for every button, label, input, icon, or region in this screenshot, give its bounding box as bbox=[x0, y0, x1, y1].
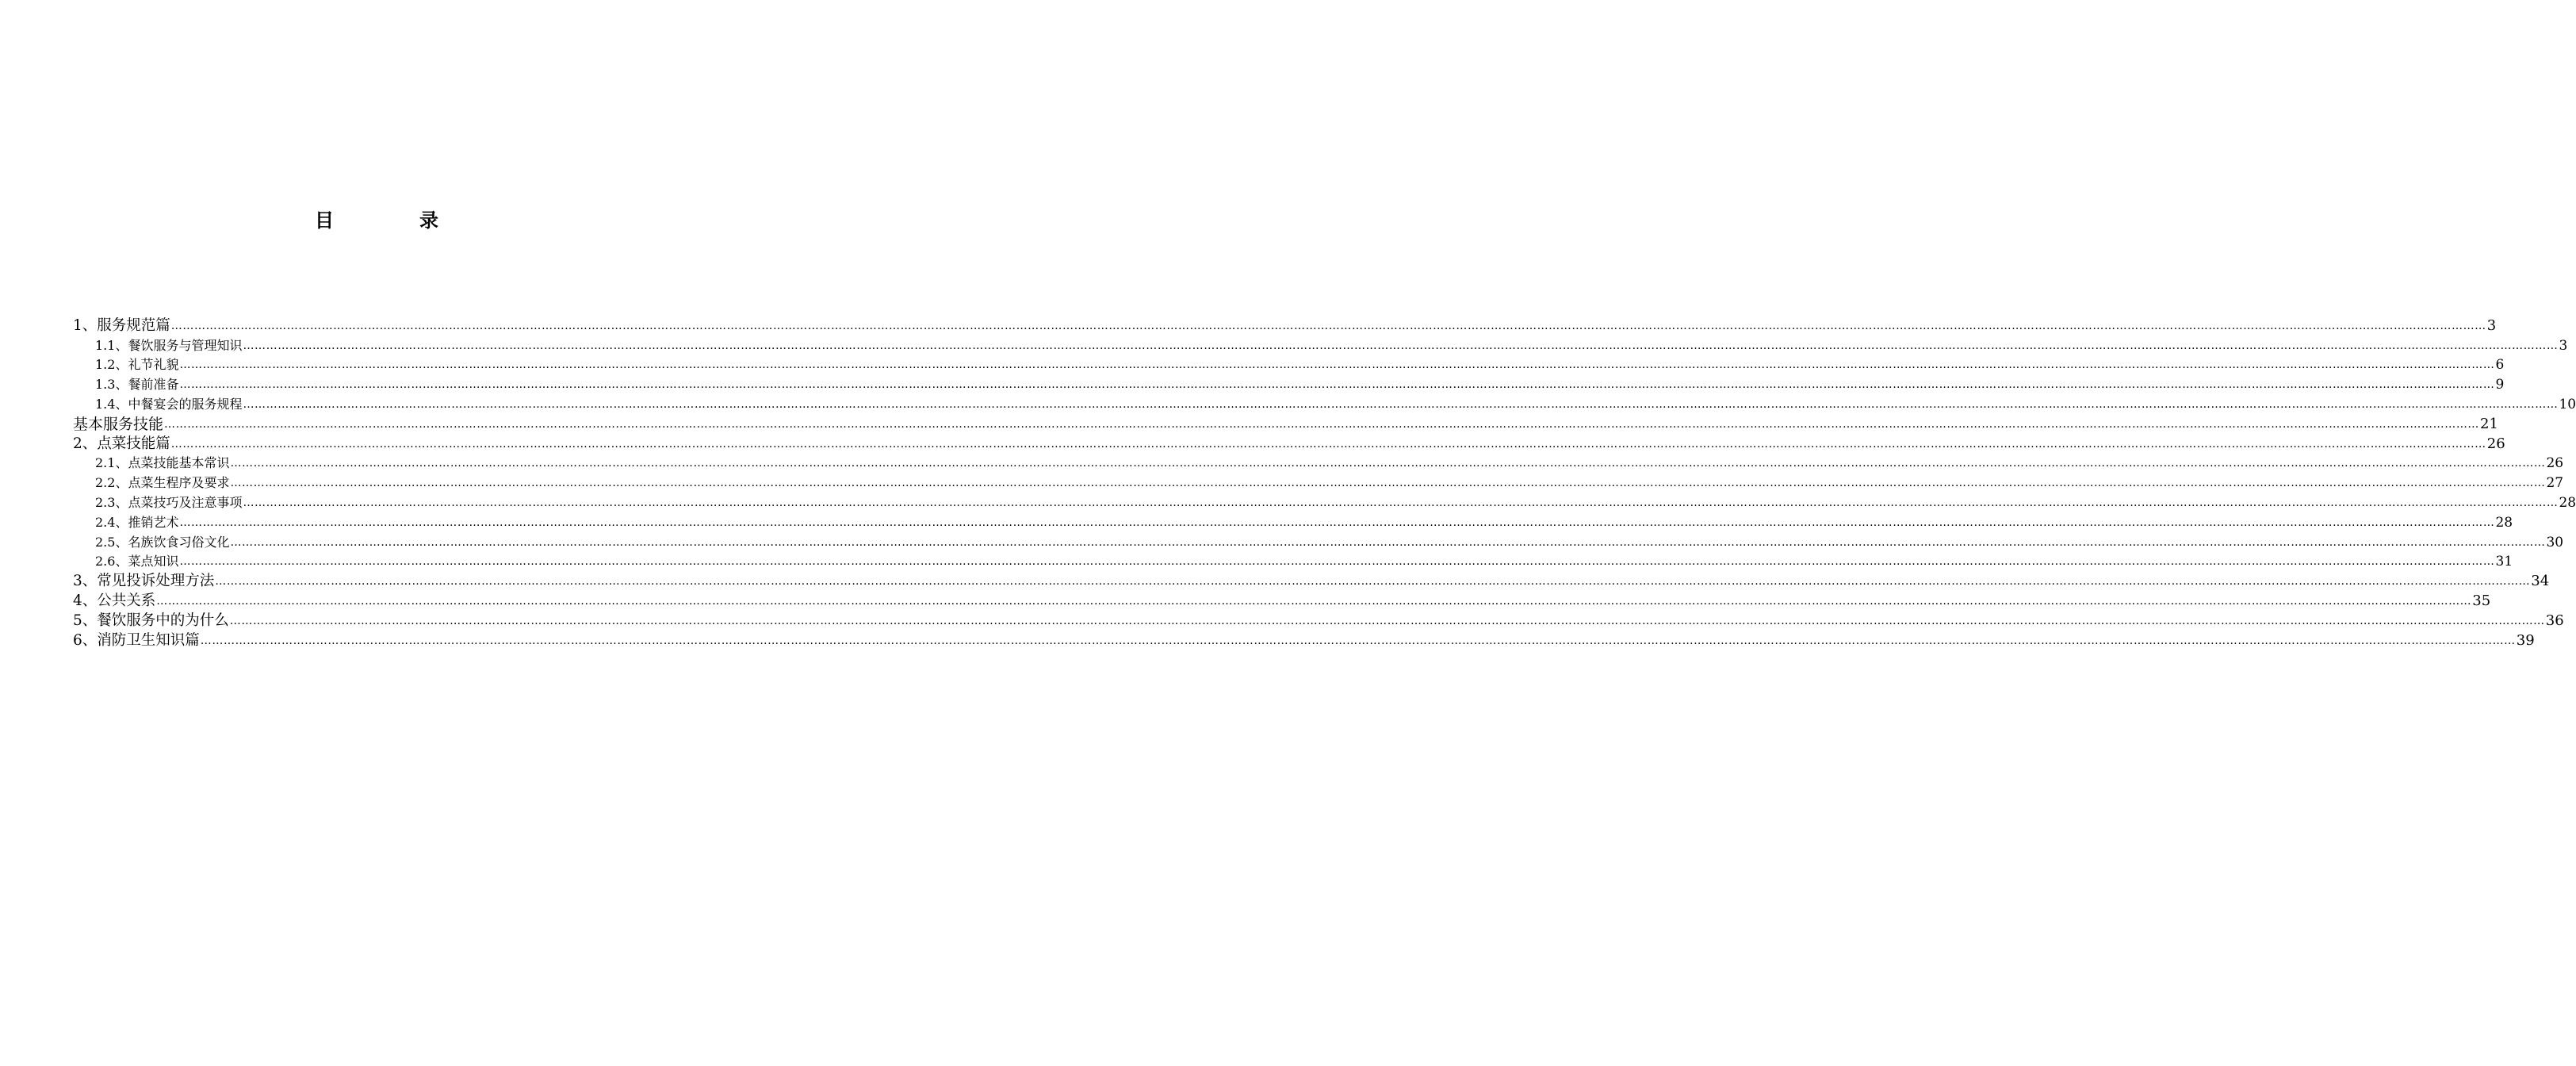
toc-entry-label: 2、点菜技能篇 bbox=[73, 435, 170, 452]
toc-dot-leader: …………………………………………………………………………………………………………………………………………………………………………………………………………………………………………………………………………………………………………………………………………………………………………………………………………………………………………………………………………………………………………………………………………………… bbox=[230, 535, 2546, 549]
toc-dot-leader: …………………………………………………………………………………………………………………………………………………………………………………………………………………………………………………………………………………………………………………………………………………………………………………………………………………………………………………………………………………………………………………………………………………… bbox=[179, 555, 2495, 569]
toc-entry-page-number: 30 bbox=[2546, 534, 2564, 550]
toc-entry-page-number: 28 bbox=[2495, 514, 2513, 531]
toc-dot-leader: …………………………………………………………………………………………………………………………………………………………………………………………………………………………………………………………………………………………………………………………………………………………………………………………………………………………………………………………………………………………………………………………………………………… bbox=[230, 457, 2546, 470]
toc-dot-leader: …………………………………………………………………………………………………………………………………………………………………………………………………………………………………………………………………………………………………………………………………………………………………………………………………………………………………………………………………………………………………………………………………………………… bbox=[179, 359, 2495, 372]
table-of-contents bbox=[73, 316, 2576, 650]
toc-dot-leader: …………………………………………………………………………………………………………………………………………………………………………………………………………………………………………………………………………………………………………………………………………………………………………………………………………………………………………………………………………………………………………………………………………………… bbox=[179, 378, 2495, 392]
toc-entry-label: 3、常见投诉处理方法 bbox=[73, 573, 215, 590]
toc-dot-leader: …………………………………………………………………………………………………………………………………………………………………………………………………………………………………………………………………………………………………………………………………………………………………………………………………………………………………………………………………………………………………………………………………………………… bbox=[229, 614, 2545, 627]
toc-entry[interactable] bbox=[73, 473, 2564, 493]
toc-dot-leader: …………………………………………………………………………………………………………………………………………………………………………………………………………………………………………………………………………………………………………………………………………………………………………………………………………………………………………………………………………………………………………………………………………………… bbox=[179, 516, 2495, 529]
toc-entry[interactable] bbox=[73, 591, 2491, 611]
toc-entry[interactable] bbox=[73, 394, 2576, 414]
toc-dot-leader: …………………………………………………………………………………………………………………………………………………………………………………………………………………………………………………………………………………………………………………………………………………………………………………………………………………………………………………………………………………………………………………………………………………… bbox=[170, 319, 2486, 332]
toc-entry[interactable] bbox=[73, 512, 2513, 532]
toc-entry-label: 2.3、点菜技巧及注意事项 bbox=[95, 494, 243, 510]
toc-entry-label: 1.3、餐前准备 bbox=[95, 377, 179, 393]
toc-entry-page-number: 27 bbox=[2546, 475, 2564, 492]
toc-entry-page-number: 3 bbox=[2559, 337, 2568, 354]
toc-entry[interactable] bbox=[73, 454, 2564, 474]
toc-dot-leader: …………………………………………………………………………………………………………………………………………………………………………………………………………………………………………………………………………………………………………………………………………………………………………………………………………………………………………………………………………………………………………………………………………………… bbox=[230, 477, 2546, 490]
toc-entry-page-number: 6 bbox=[2495, 357, 2505, 374]
toc-entry[interactable] bbox=[73, 434, 2505, 454]
toc-dot-leader: …………………………………………………………………………………………………………………………………………………………………………………………………………………………………………………………………………………………………………………………………………………………………………………………………………………………………………………………………………………………………………………………………………………… bbox=[215, 575, 2531, 589]
toc-entry[interactable] bbox=[73, 374, 2505, 394]
toc-dot-leader: …………………………………………………………………………………………………………………………………………………………………………………………………………………………………………………………………………………………………………………………………………………………………………………………………………………………………………………………………………………………………………………………………………………… bbox=[243, 496, 2559, 509]
toc-entry[interactable] bbox=[73, 571, 2550, 591]
toc-entry-label: 4、公共关系 bbox=[73, 592, 156, 609]
toc-entry-label: 2.5、名族饮食习俗文化 bbox=[95, 534, 230, 550]
page-title: 目 录 bbox=[315, 209, 472, 232]
toc-entry[interactable] bbox=[73, 532, 2564, 552]
toc-entry-page-number: 3 bbox=[2486, 316, 2497, 334]
toc-entry-page-number: 10 bbox=[2559, 396, 2576, 412]
toc-entry-label: 基本服务技能 bbox=[73, 415, 164, 433]
toc-entry-label: 6、消防卫生知识篇 bbox=[73, 631, 200, 649]
toc-entry-label: 1.2、礼节礼貌 bbox=[95, 357, 179, 373]
toc-entry-label: 1.4、中餐宴会的服务规程 bbox=[95, 396, 243, 412]
toc-entry-page-number: 26 bbox=[2546, 455, 2564, 472]
toc-entry-label: 1、服务规范篇 bbox=[73, 316, 170, 334]
toc-entry[interactable] bbox=[73, 552, 2513, 572]
toc-entry[interactable] bbox=[73, 316, 2497, 336]
toc-entry-label: 2.1、点菜技能基本常识 bbox=[95, 455, 230, 471]
toc-entry-page-number: 26 bbox=[2486, 435, 2505, 452]
toc-entry[interactable] bbox=[73, 493, 2576, 512]
toc-entry-label: 1.1、餐饮服务与管理知识 bbox=[95, 337, 243, 353]
toc-entry-page-number: 39 bbox=[2516, 631, 2535, 649]
toc-entry[interactable] bbox=[73, 611, 2564, 631]
toc-entry-label: 2.4、推销艺术 bbox=[95, 514, 179, 530]
toc-entry-page-number: 28 bbox=[2559, 494, 2576, 511]
toc-dot-leader: …………………………………………………………………………………………………………………………………………………………………………………………………………………………………………………………………………………………………………………………………………………………………………………………………………………………………………………………………………………………………………………………………………………… bbox=[164, 417, 2480, 431]
toc-dot-leader: …………………………………………………………………………………………………………………………………………………………………………………………………………………………………………………………………………………………………………………………………………………………………………………………………………………………………………………………………………………………………………………………………………………… bbox=[200, 634, 2516, 647]
toc-entry-label: 5、餐饮服务中的为什么 bbox=[73, 612, 229, 629]
toc-entry[interactable] bbox=[73, 414, 2498, 434]
toc-dot-leader: …………………………………………………………………………………………………………………………………………………………………………………………………………………………………………………………………………………………………………………………………………………………………………………………………………………………………………………………………………………………………………………………………………………… bbox=[170, 437, 2486, 451]
toc-entry-page-number: 9 bbox=[2495, 377, 2505, 393]
toc-entry-label: 2.6、菜点知识 bbox=[95, 554, 179, 569]
toc-dot-leader: …………………………………………………………………………………………………………………………………………………………………………………………………………………………………………………………………………………………………………………………………………………………………………………………………………………………………………………………………………………………………………………………………………………… bbox=[156, 594, 2472, 608]
toc-dot-leader: …………………………………………………………………………………………………………………………………………………………………………………………………………………………………………………………………………………………………………………………………………………………………………………………………………………………………………………………………………………………………………………………………………………… bbox=[243, 397, 2559, 411]
toc-entry-page-number: 34 bbox=[2531, 573, 2550, 590]
toc-entry-page-number: 35 bbox=[2472, 592, 2491, 609]
toc-entry[interactable] bbox=[73, 355, 2505, 375]
toc-entry[interactable] bbox=[73, 336, 2568, 355]
toc-entry[interactable] bbox=[73, 631, 2535, 650]
toc-entry-page-number: 21 bbox=[2480, 415, 2498, 432]
toc-entry-page-number: 31 bbox=[2495, 554, 2513, 570]
toc-entry-page-number: 36 bbox=[2545, 612, 2564, 629]
toc-dot-leader: …………………………………………………………………………………………………………………………………………………………………………………………………………………………………………………………………………………………………………………………………………………………………………………………………………………………………………………………………………………………………………………………………………………… bbox=[243, 339, 2559, 352]
toc-entry-label: 2.2、点菜生程序及要求 bbox=[95, 475, 230, 491]
